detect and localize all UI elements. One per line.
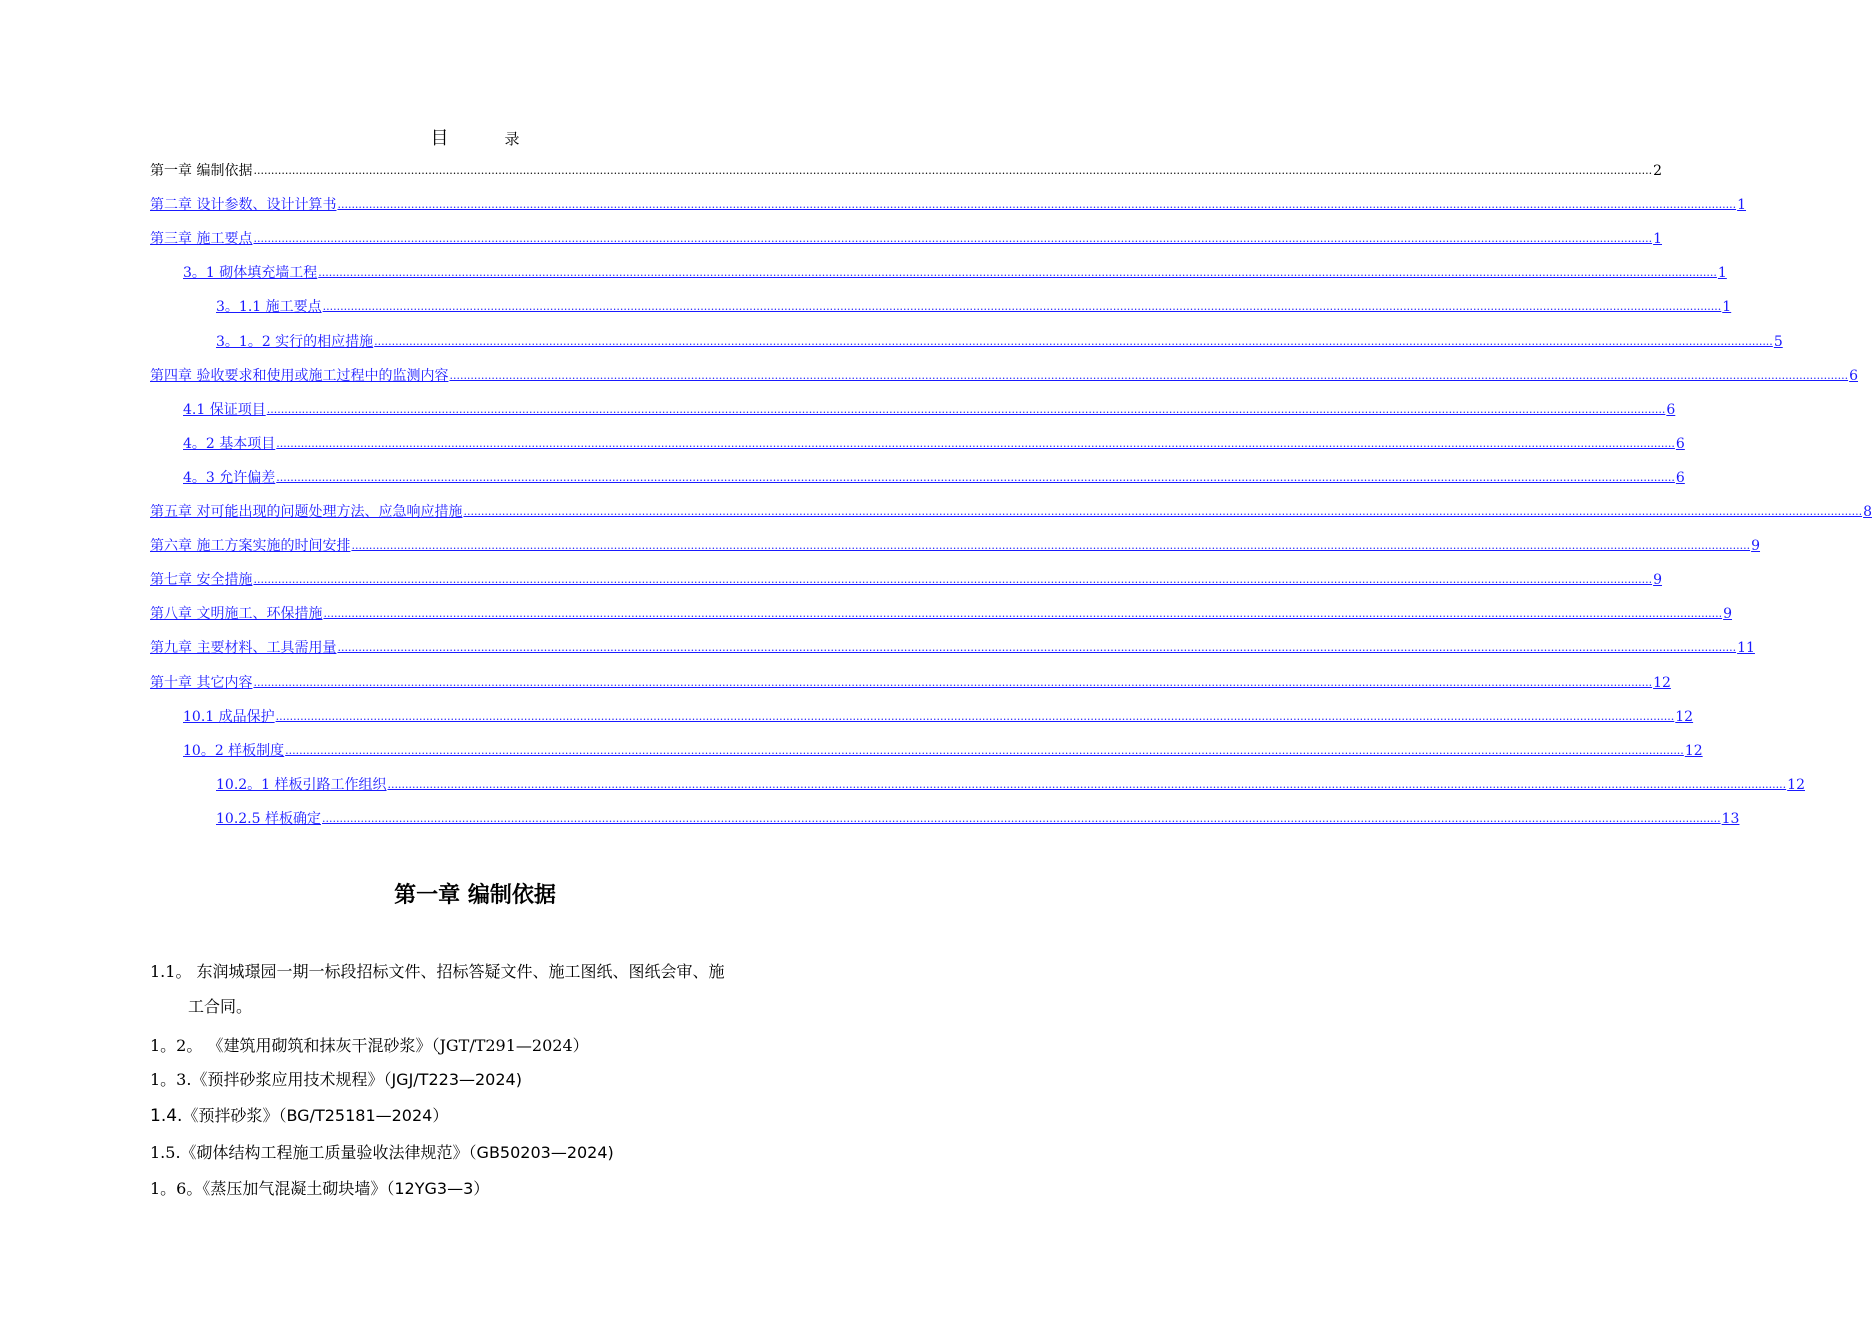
toc-entry[interactable] [183, 262, 1727, 282]
toc-entry[interactable] [150, 672, 1671, 692]
toc-entry [150, 160, 1663, 180]
toc-leader-dots: ................................................................................................................................................................................................................................................................................................................................................................................................................ [321, 812, 1721, 825]
toc-leader-dots: ................................................................................................................................................................................................................................................................................................................................................................................................................ [387, 778, 1787, 791]
toc-entry-title: 第一章 编制依据 [150, 163, 253, 179]
toc-leader-dots: ................................................................................................................................................................................................................................................................................................................................................................................................................ [253, 164, 1653, 177]
toc-entry-title: 10.2.5 样板确定 [216, 811, 321, 827]
basis-item-2: 1。2。 《建筑用砌筑和抹灰干混砂浆》（JGT/T291—2024） [150, 1036, 589, 1055]
chapter-heading: 第一章 编制依据 [394, 883, 556, 908]
toc-entry-page: 6 [1675, 470, 1685, 486]
toc-entry-page: 5 [1773, 334, 1783, 350]
toc-leader-dots: ................................................................................................................................................................................................................................................................................................................................................................................................................ [337, 198, 1737, 211]
toc-entry-title: 3。1.1 施工要点 [216, 299, 322, 315]
toc-entry[interactable] [150, 603, 1733, 623]
basis-item-1-line-1: 1.1。 东润城璟园一期一标段招标文件、招标答疑文件、施工图纸、图纸会审、施 [150, 962, 725, 981]
toc-entry-title: 10.1 成品保护 [183, 709, 275, 725]
toc-entry[interactable] [150, 228, 1663, 248]
toc-leader-dots: ................................................................................................................................................................................................................................................................................................................................................................................................................ [337, 641, 1737, 654]
toc-entry-title: 第三章 施工要点 [150, 231, 253, 247]
toc-leader-dots: ................................................................................................................................................................................................................................................................................................................................................................................................................ [266, 403, 1666, 416]
basis-item-6-code: 12YG3—3） [394, 1179, 490, 1198]
toc-leader-dots: ................................................................................................................................................................................................................................................................................................................................................................................................................ [351, 539, 1751, 552]
basis-item-1-line-2: 工合同。 [188, 997, 253, 1016]
toc-entry-page: 12 [1675, 709, 1694, 725]
toc-entry[interactable] [216, 808, 1740, 828]
toc-entry-page: 1 [1653, 231, 1663, 247]
toc-leader-dots: ................................................................................................................................................................................................................................................................................................................................................................................................................ [253, 573, 1653, 586]
basis-item-4-code: BG/T25181—2024） [286, 1106, 449, 1125]
toc-entry-page: 1 [1717, 265, 1727, 281]
toc-entry-title: 第四章 验收要求和使用或施工过程中的监测内容 [150, 368, 449, 384]
basis-item-4 [150, 1103, 448, 1126]
basis-item-5-title: 1.5.《砌体结构工程施工质量验收法律规范》（ [150, 1143, 477, 1162]
toc-leader-dots: ................................................................................................................................................................................................................................................................................................................................................................................................................ [463, 505, 1863, 518]
toc-entry-title: 第十章 其它内容 [150, 675, 253, 691]
basis-item-5-code: GB50203—2024) [476, 1143, 614, 1162]
toc-leader-dots: ................................................................................................................................................................................................................................................................................................................................................................................................................ [276, 437, 1675, 450]
toc-leader-dots: ................................................................................................................................................................................................................................................................................................................................................................................................................ [323, 607, 1723, 620]
toc-entry[interactable] [150, 637, 1755, 657]
toc-entry[interactable] [183, 399, 1676, 419]
toc-entry[interactable] [183, 706, 1694, 726]
toc-entry-title: 第八章 文明施工、环保措施 [150, 606, 323, 622]
toc-leader-dots: ................................................................................................................................................................................................................................................................................................................................................................................................................ [275, 710, 1675, 723]
toc-leader-dots: ................................................................................................................................................................................................................................................................................................................................................................................................................ [318, 266, 1717, 279]
toc-entry[interactable] [150, 535, 1761, 555]
basis-item-6-title: 1。6。《蒸压加气混凝土砌块墙》（ [150, 1179, 395, 1198]
toc-leader-dots: ................................................................................................................................................................................................................................................................................................................................................................................................................ [253, 676, 1653, 689]
toc-entry-title: 4。3 允许偏差 [183, 470, 276, 486]
toc-entry[interactable] [216, 774, 1805, 794]
toc-entry-page: 8 [1863, 504, 1872, 520]
toc-entry-page: 6 [1849, 368, 1859, 384]
toc-entry-title: 第九章 主要材料、工具需用量 [150, 640, 337, 656]
toc-entry-title: 4.1 保证项目 [183, 402, 266, 418]
toc-entry-title: 第六章 施工方案实施的时间安排 [150, 538, 351, 554]
toc-entry-page: 12 [1684, 743, 1703, 759]
toc-leader-dots: ................................................................................................................................................................................................................................................................................................................................................................................................................ [322, 300, 1722, 313]
toc-leader-dots: ................................................................................................................................................................................................................................................................................................................................................................................................................ [449, 369, 1849, 382]
toc-leader-dots: ................................................................................................................................................................................................................................................................................................................................................................................................................ [374, 335, 1773, 348]
toc-leader-dots: ................................................................................................................................................................................................................................................................................................................................................................................................................ [253, 232, 1653, 245]
toc-entry[interactable] [183, 740, 1703, 760]
toc-title-char-2: 录 [504, 130, 520, 148]
toc-entry-title: 3。1 砌体填充墙工程 [183, 265, 318, 281]
toc-entry[interactable] [150, 365, 1859, 385]
toc-entry-page: 1 [1737, 197, 1747, 213]
toc-entry-title: 3。1。2 实行的相应措施 [216, 334, 374, 350]
toc-entry[interactable] [150, 501, 1872, 521]
toc-entry-page: 6 [1666, 402, 1676, 418]
toc-leader-dots: ................................................................................................................................................................................................................................................................................................................................................................................................................ [276, 471, 1675, 484]
toc-entry[interactable] [150, 194, 1747, 214]
toc-entry-title: 10.2。1 样板引路工作组织 [216, 777, 387, 793]
toc-entry-title: 第五章 对可能出现的问题处理方法、应急响应措施 [150, 504, 463, 520]
toc-title-char-1: 目 [430, 128, 449, 149]
basis-item-4-number: 1.4. [150, 1106, 183, 1126]
toc-entry-page: 12 [1787, 777, 1805, 793]
basis-item-3 [150, 1067, 522, 1090]
toc-entry-page: 12 [1653, 675, 1671, 691]
basis-item-3-title: 1。3.《预拌砂浆应用技术规程》（ [150, 1070, 392, 1089]
basis-item-6 [150, 1176, 489, 1199]
toc-entry[interactable] [150, 569, 1663, 589]
toc-entry[interactable] [216, 296, 1732, 316]
toc-leader-dots: ................................................................................................................................................................................................................................................................................................................................................................................................................ [285, 744, 1684, 757]
toc-entry-title: 4。2 基本项目 [183, 436, 276, 452]
basis-item-3-code: JGJ/T223—2024) [391, 1070, 522, 1089]
toc-entry-title: 10。2 样板制度 [183, 743, 285, 759]
toc-entry-page: 9 [1723, 606, 1733, 622]
toc-entry-title: 第七章 安全措施 [150, 572, 253, 588]
toc-entry-page: 1 [1722, 299, 1732, 315]
toc-title [0, 124, 950, 150]
toc-entry-page: 9 [1653, 572, 1663, 588]
toc-entry-page: 13 [1721, 811, 1740, 827]
toc-entry-page: 6 [1675, 436, 1685, 452]
basis-item-5 [150, 1140, 614, 1163]
toc-entry-page: 11 [1737, 640, 1755, 656]
toc-entry-title: 第二章 设计参数、设计计算书 [150, 197, 337, 213]
basis-item-4-title: 《预拌砂浆》（ [182, 1106, 287, 1125]
toc-entry[interactable] [216, 331, 1783, 351]
toc-entry-page: 9 [1751, 538, 1761, 554]
toc-entry-page: 2 [1653, 163, 1663, 179]
toc-entry[interactable] [183, 433, 1685, 453]
toc-entry[interactable] [183, 467, 1685, 487]
